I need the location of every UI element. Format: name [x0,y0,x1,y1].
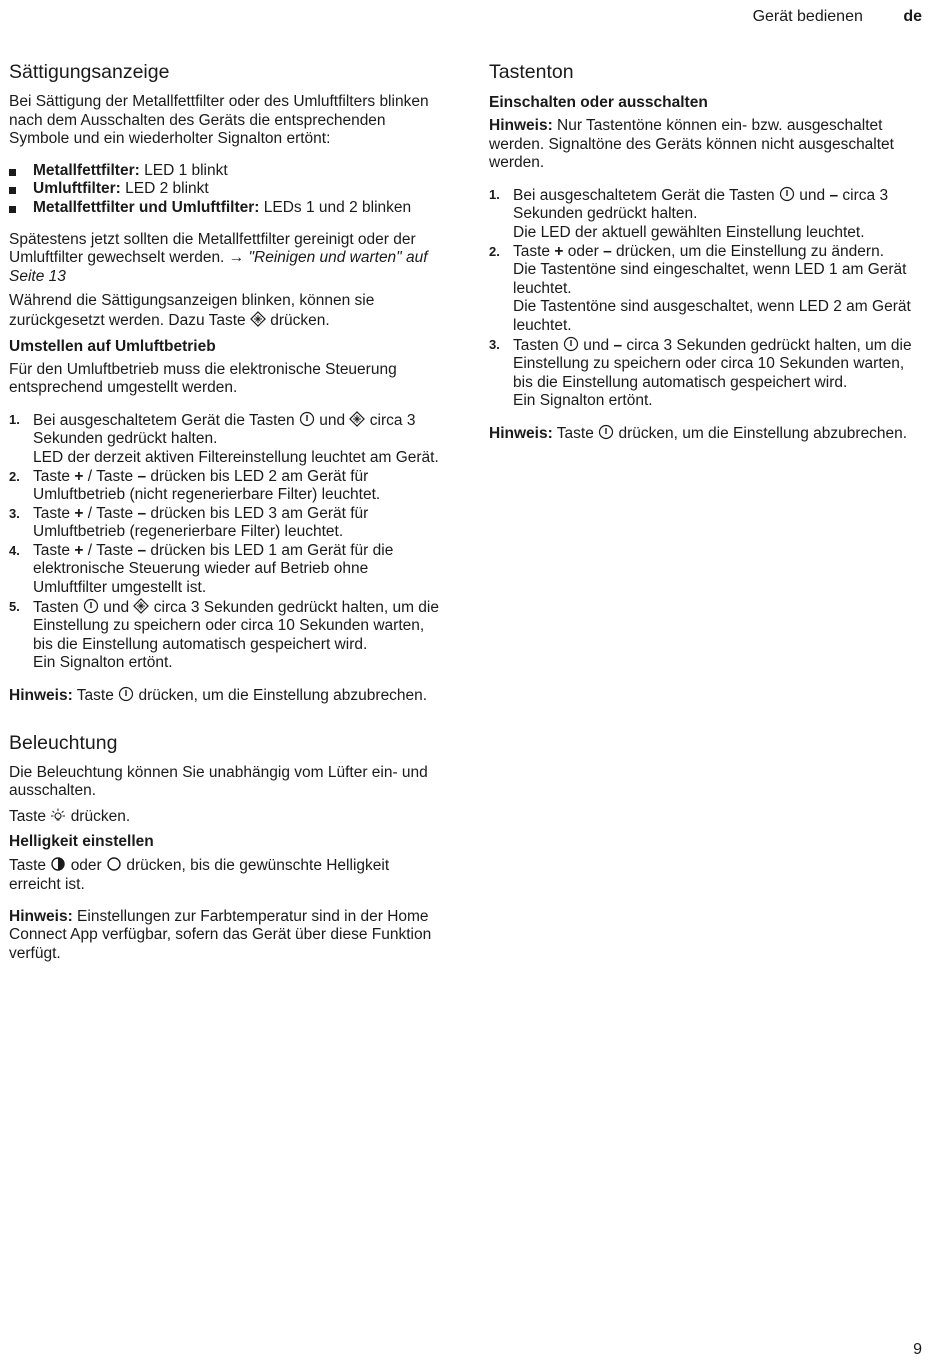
step-result: Die Tastentöne sind eingeschaltet, wenn LED 1 am Gerät leuchtet. [513,261,907,297]
list-item [9,542,444,598]
tastenton-steps [489,186,921,411]
minus-icon: – [603,242,612,260]
page-number: 9 [913,1341,922,1359]
note-label: Hinweis: [489,424,553,442]
step-text: circa 3 Sekunden gedrückt halten, um die Einstellung zu speichern oder circa 10 Sekunden warten, bis die Einstellung automatisch gespeichert wird. [33,598,439,653]
power-icon [779,186,795,202]
paragraph-text: Während die Sättigungsanzeigen blinken, können sie zurückgesetzt werden. Dazu Taste [9,292,375,329]
list-item [9,468,444,505]
bullet-text: LEDs 1 und 2 blinken [263,198,412,216]
step-text: Bei ausgeschaltetem Gerät die Tasten [33,411,295,429]
filter-reset-icon [250,311,266,327]
filter-reset-icon [349,411,365,427]
cross-reference-link[interactable]: "Reinigen und warten" auf Seite 13 [9,249,428,285]
bullet-term: Umluftfilter: [33,180,121,198]
step-text: drücken bis LED 1 am Gerät für die elektronische Steuerung wieder auf Betrieb ohne Umluftfilter umgestellt ist. [33,541,394,597]
saettigung-paragraph-2 [9,231,444,287]
list-item [489,336,921,411]
umstellen-steps [9,411,444,673]
step-number: 2. [489,243,500,259]
power-icon [118,686,134,702]
step-text: und [103,598,130,616]
list-item [9,162,444,181]
step-number: 3. [489,336,500,352]
beleuchtung-paragraph-2 [9,807,444,827]
step-number: 3. [9,505,20,521]
right-column [489,61,921,457]
bullet-text: LED 1 blinkt [144,161,228,179]
plus-icon: + [74,467,84,485]
step-result: Die Tastentöne sind ausgeschaltet, wenn LED 2 am Gerät leuchtet. [513,298,911,334]
beleuchtung-paragraph-1: Die Beleuchtung können Sie unabhängig vom Lüfter ein- und ausschalten. [9,763,428,800]
step-text: circa 3 Sekunden gedrückt halten. [33,411,416,448]
left-column [9,61,444,976]
step-text: Tasten [513,336,559,354]
step-text: Taste [33,541,71,559]
saettigung-list [9,162,444,218]
step-result: Ein Signalton ertönt. [33,654,173,672]
power-icon [83,598,99,614]
step-text: Bei ausgeschaltetem Gerät die Tasten [513,186,775,204]
step-text: / Taste [87,541,134,559]
beleuchtung-note [9,908,444,964]
light-icon [50,807,66,823]
note-text: Nur Tastentöne können ein- bzw. ausgeschaltet werden. Signaltöne des Geräts können nicht ausgeschaltet werden. [489,117,894,172]
list-item [9,598,444,673]
list-item [489,186,921,243]
paragraph-text: oder [70,857,102,875]
note-label: Hinweis: [489,117,553,134]
plus-icon: + [74,541,84,559]
step-number: 1. [489,186,500,202]
umstellen-intro: Für den Umluftbetrieb muss die elektronische Steuerung entsprechend umgestellt werden. [9,360,397,397]
list-item [9,505,444,542]
tastenton-note-2 [489,424,921,444]
step-text: drücken bis LED 2 am Gerät für Umluftbetrieb (nicht regenerierbare Filter) leuchtet. [33,467,381,504]
note-text: Einstellungen zur Farbtemperatur sind in der Home Connect App verfügbar, sofern das Gerät über diese Funktion verfügt. [9,907,432,962]
minus-icon: – [829,186,839,204]
note-label: Hinweis: [9,687,73,705]
step-text: circa 3 Sekunden gedrückt halten, um die Einstellung zu speichern oder circa 10 Sekunden warten, bis die Einstellung automatisch gespeichert wird. [513,336,912,391]
list-item [9,180,444,199]
step-text: Taste [33,504,71,522]
plus-icon: + [554,242,564,260]
step-text: / Taste [87,467,134,485]
step-text: drücken bis LED 3 am Gerät für Umluftbetrieb (regenerierbare Filter) leuchtet. [33,504,369,541]
power-icon [563,336,579,352]
bullet-term: Metallfettfilter: [33,161,140,179]
header-language: de [903,8,922,25]
helligkeit-heading: Helligkeit einstellen [9,833,154,851]
helligkeit-paragraph [9,856,444,894]
minus-icon: – [137,504,147,522]
step-number: 1. [9,411,20,427]
note-text: Taste [556,424,594,442]
beleuchtung-heading: Beleuchtung [9,731,118,754]
header-section-title: Gerät bedienen [752,8,863,25]
step-text: Taste [33,467,71,485]
step-text: Taste [513,242,551,260]
step-text: Tasten [33,598,79,616]
step-text: und [799,186,826,204]
page-header [753,8,922,27]
bullet-text: LED 2 blinkt [125,180,209,198]
plus-icon: + [74,504,84,522]
power-icon [299,411,315,427]
saettigung-heading: Sättigungsanzeige [9,61,170,83]
paragraph-text: Spätestens jetzt sollten die Metallfettfilter gereinigt oder der Umluftfilter gewechselt werden. [9,230,416,267]
arrow-icon: → [228,249,245,267]
tastenton-note-1 [489,117,921,173]
step-text: und [583,336,610,354]
list-item [9,411,444,468]
step-text: und [319,411,346,429]
umstellen-heading: Umstellen auf Umluftbetrieb [9,337,216,355]
bullet-term: Metallfettfilter und Umluftfilter: [33,198,260,216]
saettigung-paragraph-3 [9,292,444,330]
note-text: drücken, um die Einstellung abzubrechen. [138,687,428,705]
power-icon [598,424,614,440]
step-text: drücken, um die Einstellung zu ändern. [616,242,884,260]
umstellen-note [9,686,444,706]
paragraph-text: drücken. [70,807,131,825]
tastenton-subheading: Einschalten oder ausschalten [489,94,708,111]
saettigung-intro: Bei Sättigung der Metallfettfilter oder des Umluftfilters blinken nach dem Ausschalten des Geräts die entsprechenden Symbole und ein wiederholter Signalton ertönt: [9,93,429,148]
paragraph-text: drücken. [270,311,330,329]
step-result: Ein Signalton ertönt. [513,392,653,410]
minus-icon: – [613,336,623,354]
tastenton-heading: Tastenton [489,61,574,83]
step-result: Die LED der aktuell gewählten Einstellung leuchtet. [513,223,865,241]
minus-icon: – [137,541,147,559]
paragraph-text: drücken, bis die gewünschte Helligkeit erreicht ist. [9,857,390,893]
step-text: oder [567,242,599,260]
step-result: LED der derzeit aktiven Filtereinstellung leuchtet am Gerät. [33,448,439,466]
note-text: Taste [76,687,114,705]
note-label: Hinweis: [9,907,73,925]
minus-icon: – [137,467,147,485]
paragraph-text: Taste [9,807,47,825]
step-number: 5. [9,598,20,614]
step-number: 2. [9,468,20,484]
step-number: 4. [9,542,20,558]
brightness-icon [50,856,66,872]
list-item [9,199,444,218]
note-text: drücken, um die Einstellung abzubrechen. [618,424,908,442]
step-text: circa 3 Sekunden gedrückt halten. [513,186,889,223]
paragraph-text: Taste [9,857,47,875]
step-text: / Taste [87,504,134,522]
list-item [489,243,921,336]
circle-icon [106,856,122,872]
filter-reset-icon [133,598,149,614]
